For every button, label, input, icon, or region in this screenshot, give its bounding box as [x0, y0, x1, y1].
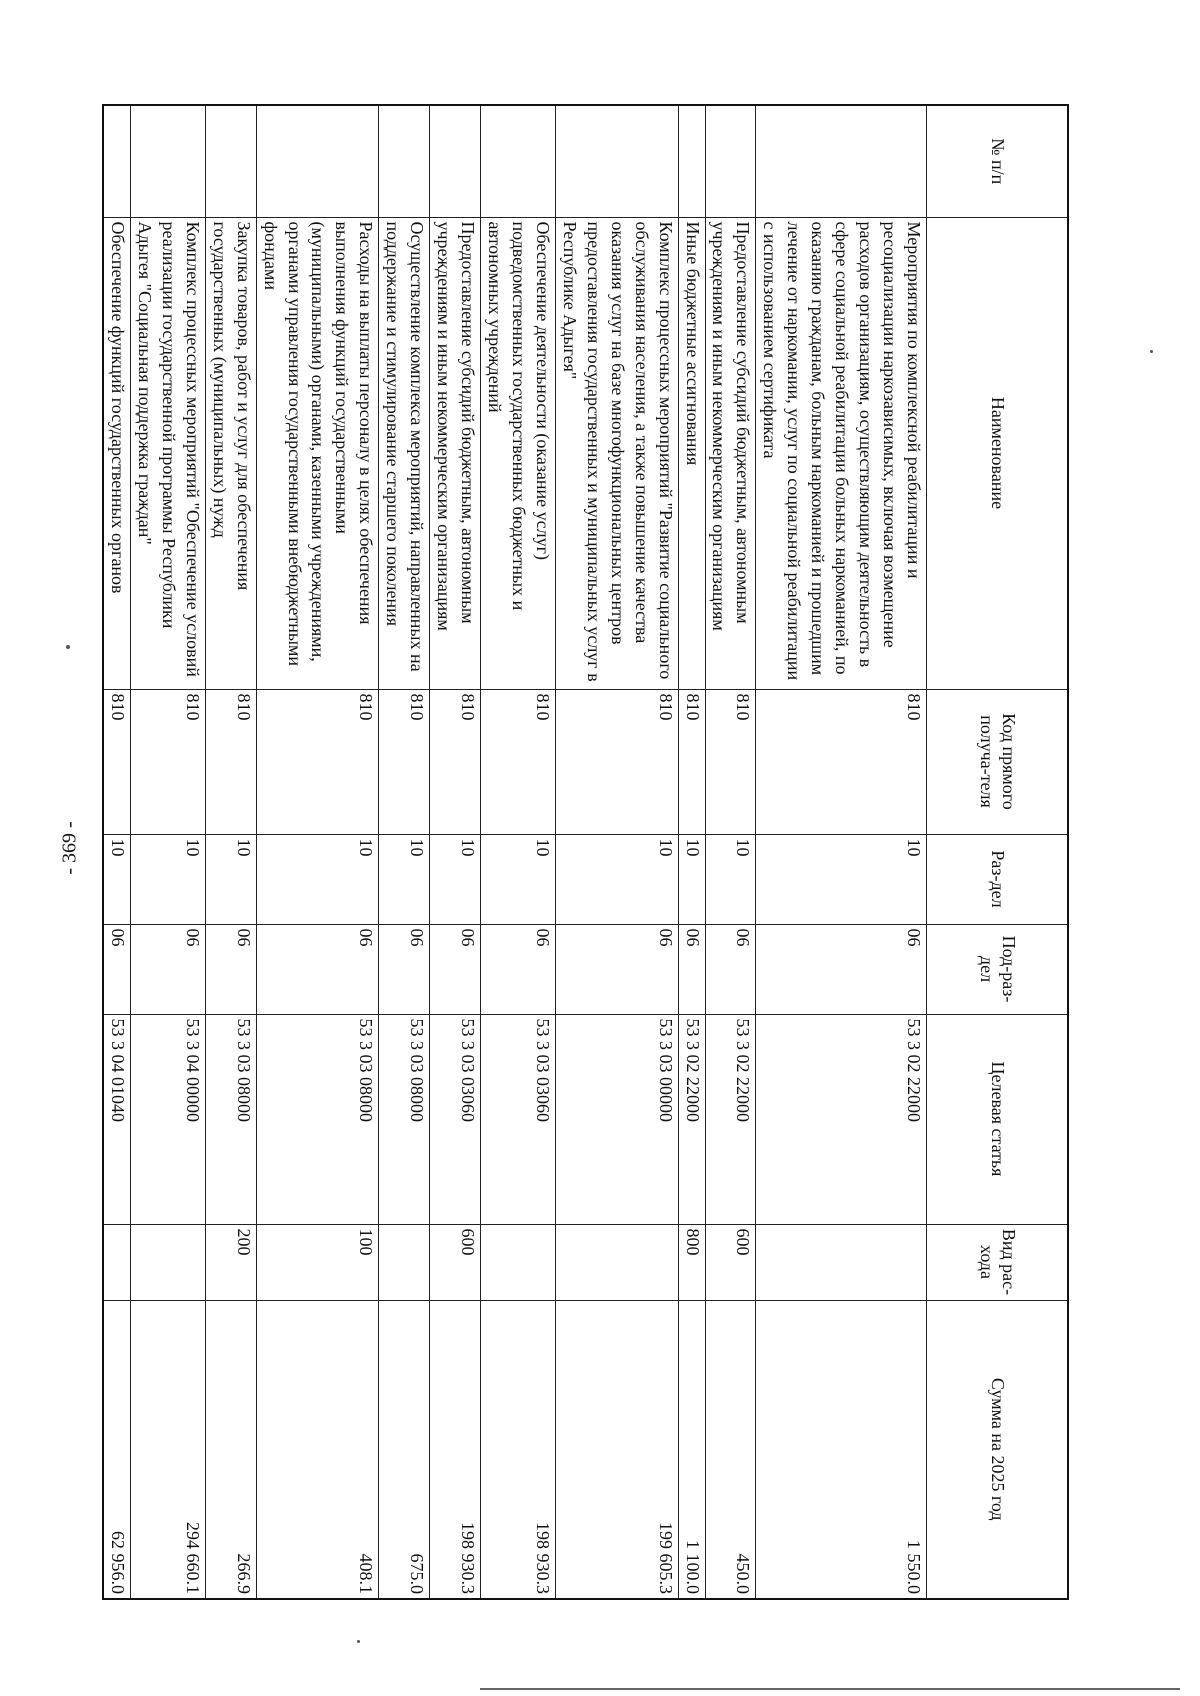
- cell-name: Предоставление субсидий бюджетным, автономным учреждениям и иным некоммерческим организациям: [430, 217, 481, 689]
- cell-name: Мероприятия по комплексной реабилитации и ресоциализации наркозависимых, включая возмещение расходов организациям, осуществляющим деятельность в сфере социальной реабилитации больных наркоманией, по оказанию гражданам, больным наркоманией и прошедшим лечение от наркомании, услуг по социальной реабилитации с использованием сертификата: [756, 217, 927, 689]
- scan-speck: [357, 1640, 360, 1643]
- cell-name: Расходы на выплаты персоналу в целях обеспечения выполнения функций государственными (муниципальными) органами, казенными учреждениями, органами управления государственными внебюджетными фондами: [256, 217, 379, 689]
- table-row: [756, 105, 927, 1599]
- cell-code: 810: [379, 689, 430, 834]
- cell-target: 53 3 03 00000: [555, 1014, 678, 1224]
- cell-target: 53 3 03 08000: [256, 1014, 379, 1224]
- cell-num: [555, 105, 678, 217]
- cell-target: 53 3 03 03060: [481, 1014, 556, 1224]
- cell-num: [256, 105, 379, 217]
- cell-section: 10: [678, 834, 705, 924]
- header-sum: Сумма на 2025 год: [927, 1300, 1069, 1599]
- table-row: [379, 105, 430, 1599]
- cell-sum: 198 930.3: [430, 1300, 481, 1599]
- cell-sum: 408.1: [256, 1300, 379, 1599]
- cell-subsection: 06: [131, 924, 206, 1014]
- cell-target: 53 3 02 22000: [678, 1014, 705, 1224]
- cell-sum: 266.9: [205, 1300, 256, 1599]
- cell-target: 53 3 02 22000: [756, 1014, 927, 1224]
- cell-sum: 1 100.0: [678, 1300, 705, 1599]
- cell-section: 10: [256, 834, 379, 924]
- cell-target: 53 3 04 00000: [131, 1014, 206, 1224]
- cell-sum: 1 550.0: [756, 1300, 927, 1599]
- cell-subsection: 06: [205, 924, 256, 1014]
- header-num: № п/п: [927, 105, 1069, 217]
- cell-num: [379, 105, 430, 217]
- table-row: [705, 105, 756, 1599]
- cell-exp-type: [555, 1224, 678, 1300]
- cell-section: 10: [705, 834, 756, 924]
- table-row: [678, 105, 705, 1599]
- header-subsection: Под-раз-дел: [927, 924, 1069, 1014]
- cell-sum: 62 956.0: [103, 1300, 130, 1599]
- cell-subsection: 06: [379, 924, 430, 1014]
- header-target: Целевая статья: [927, 1014, 1069, 1224]
- cell-code: 810: [481, 689, 556, 834]
- cell-name: Обеспечение деятельности (оказание услуг) подведомственных государственных бюджетных и автономных учреждений: [481, 217, 556, 689]
- header-name: Наименование: [927, 217, 1069, 689]
- cell-name: Комплекс процессных мероприятий "Развитие социального обслуживания населения, а также повышение качества оказания услуг на базе многофункциональных центров предоставления государственных и муниципальных услуг в Республике Адыгея": [555, 217, 678, 689]
- cell-name: Осуществление комплекса мероприятий, направленных на поддержание и стимулирование старшего поколения: [379, 217, 430, 689]
- cell-exp-type: 100: [256, 1224, 379, 1300]
- cell-code: 810: [678, 689, 705, 834]
- cell-sum: 198 930.3: [481, 1300, 556, 1599]
- cell-section: 10: [481, 834, 556, 924]
- header-code: Код прямого получа-теля: [927, 689, 1069, 834]
- table-row: [131, 105, 206, 1599]
- table-row: [205, 105, 256, 1599]
- cell-name: Обеспечение функций государственных органов: [103, 217, 130, 689]
- cell-target: 53 3 03 08000: [205, 1014, 256, 1224]
- cell-subsection: 06: [678, 924, 705, 1014]
- cell-code: 810: [256, 689, 379, 834]
- cell-subsection: 06: [756, 924, 927, 1014]
- cell-target: 53 3 03 08000: [379, 1014, 430, 1224]
- cell-exp-type: 600: [705, 1224, 756, 1300]
- budget-table: [102, 104, 1069, 1600]
- cell-name: Закупка товаров, работ и услуг для обеспечения государственных (муниципальных) нужд: [205, 217, 256, 689]
- cell-exp-type: [103, 1224, 130, 1300]
- cell-subsection: 06: [256, 924, 379, 1014]
- cell-subsection: 06: [481, 924, 556, 1014]
- table-row: [103, 105, 130, 1599]
- cell-sum: 450.0: [705, 1300, 756, 1599]
- cell-exp-type: 200: [205, 1224, 256, 1300]
- cell-section: 10: [131, 834, 206, 924]
- cell-target: 53 3 03 03060: [430, 1014, 481, 1224]
- cell-name: Комплекс процессных мероприятий "Обеспечение условий реализации государственной программы Республики Адыгея "Социальная поддержка граждан": [131, 217, 206, 689]
- cell-exp-type: [481, 1224, 556, 1300]
- header-section: Раз-дел: [927, 834, 1069, 924]
- scan-speck: [66, 645, 70, 649]
- cell-section: 10: [430, 834, 481, 924]
- cell-exp-type: [756, 1224, 927, 1300]
- page-number: - 369 -: [58, 821, 81, 875]
- cell-subsection: 06: [103, 924, 130, 1014]
- cell-num: [131, 105, 206, 217]
- cell-name: Иные бюджетные ассигнования: [678, 217, 705, 689]
- cell-name: Предоставление субсидий бюджетным, автономным учреждениям и иным некоммерческим организациям: [705, 217, 756, 689]
- cell-num: [103, 105, 130, 217]
- table-row: [481, 105, 556, 1599]
- cell-exp-type: 800: [678, 1224, 705, 1300]
- cell-code: 810: [756, 689, 927, 834]
- cell-section: 10: [756, 834, 927, 924]
- cell-exp-type: [379, 1224, 430, 1300]
- cell-section: 10: [205, 834, 256, 924]
- cell-target: 53 3 04 01040: [103, 1014, 130, 1224]
- cell-code: 810: [131, 689, 206, 834]
- cell-subsection: 06: [430, 924, 481, 1014]
- cell-section: 10: [379, 834, 430, 924]
- cell-subsection: 06: [555, 924, 678, 1014]
- cell-num: [705, 105, 756, 217]
- scan-speck: [1150, 350, 1153, 353]
- cell-subsection: 06: [705, 924, 756, 1014]
- document-table-container: [108, 104, 1069, 1598]
- cell-section: 10: [103, 834, 130, 924]
- cell-code: 810: [103, 689, 130, 834]
- header-exp-type: Вид рас-хода: [927, 1224, 1069, 1300]
- cell-code: 810: [555, 689, 678, 834]
- table-row: [256, 105, 379, 1599]
- cell-exp-type: 600: [430, 1224, 481, 1300]
- cell-code: 810: [205, 689, 256, 834]
- cell-section: 10: [555, 834, 678, 924]
- scan-edge-line: [480, 1688, 1180, 1690]
- cell-code: 810: [430, 689, 481, 834]
- cell-num: [678, 105, 705, 217]
- cell-sum: 675.0: [379, 1300, 430, 1599]
- cell-num: [756, 105, 927, 217]
- cell-code: 810: [705, 689, 756, 834]
- cell-exp-type: [131, 1224, 206, 1300]
- table-row: [430, 105, 481, 1599]
- cell-sum: 199 605.3: [555, 1300, 678, 1599]
- cell-sum: 294 660.1: [131, 1300, 206, 1599]
- cell-num: [430, 105, 481, 217]
- table-header-row: [927, 105, 1069, 1599]
- table-body: [103, 105, 926, 1599]
- table-row: [555, 105, 678, 1599]
- cell-num: [205, 105, 256, 217]
- cell-num: [481, 105, 556, 217]
- cell-target: 53 3 02 22000: [705, 1014, 756, 1224]
